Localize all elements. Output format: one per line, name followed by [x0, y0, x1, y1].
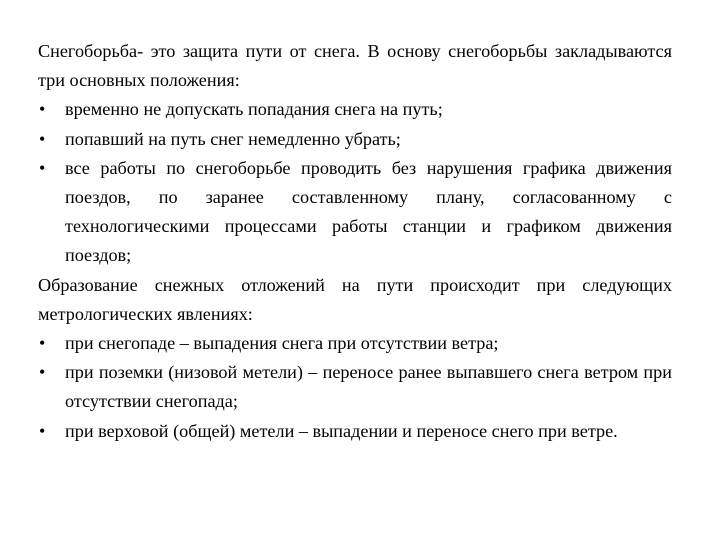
bullet-icon: • [39, 362, 46, 383]
bullet-icon: • [39, 333, 46, 354]
list-item-text: при поземки (низовой метели) – переносе ранее выпавшего снега ветром при отсутствии снегопада; [65, 362, 672, 412]
list-item-text: все работы по снегоборьбе проводить без нарушения графика движения поездов, по заранее составленному плану, согласованному с технологическими процессами работы станции и графиком движения поездов; [65, 157, 672, 266]
bullet-icon: • [39, 99, 46, 120]
list-item [38, 329, 672, 358]
list-item [38, 125, 672, 154]
section2-intro: Образование снежных отложений на пути происходит при следующих метрологических явлениях: [38, 274, 672, 324]
list-item [38, 154, 672, 271]
bullet-icon: • [39, 128, 46, 149]
section1-list [38, 95, 672, 270]
list-item [38, 358, 672, 416]
list-item-text: попавший на путь снег немедленно убрать; [65, 128, 401, 149]
list-item-text: временно не допускать попадания снега на путь; [65, 99, 443, 120]
bullet-icon: • [39, 157, 46, 178]
section1-intro: Снегоборьба- это защита пути от снега. В основу снегоборьбы закладываются три основных положения: [38, 41, 672, 91]
bullet-icon: • [39, 420, 46, 441]
list-item [38, 417, 672, 446]
list-item-text: при снегопаде – выпадения снега при отсутствии ветра; [65, 333, 499, 354]
list-item-text: при верховой (общей) метели – выпадении и переносе снего при ветре. [65, 420, 618, 441]
section2-list [38, 329, 672, 446]
list-item [38, 95, 672, 124]
